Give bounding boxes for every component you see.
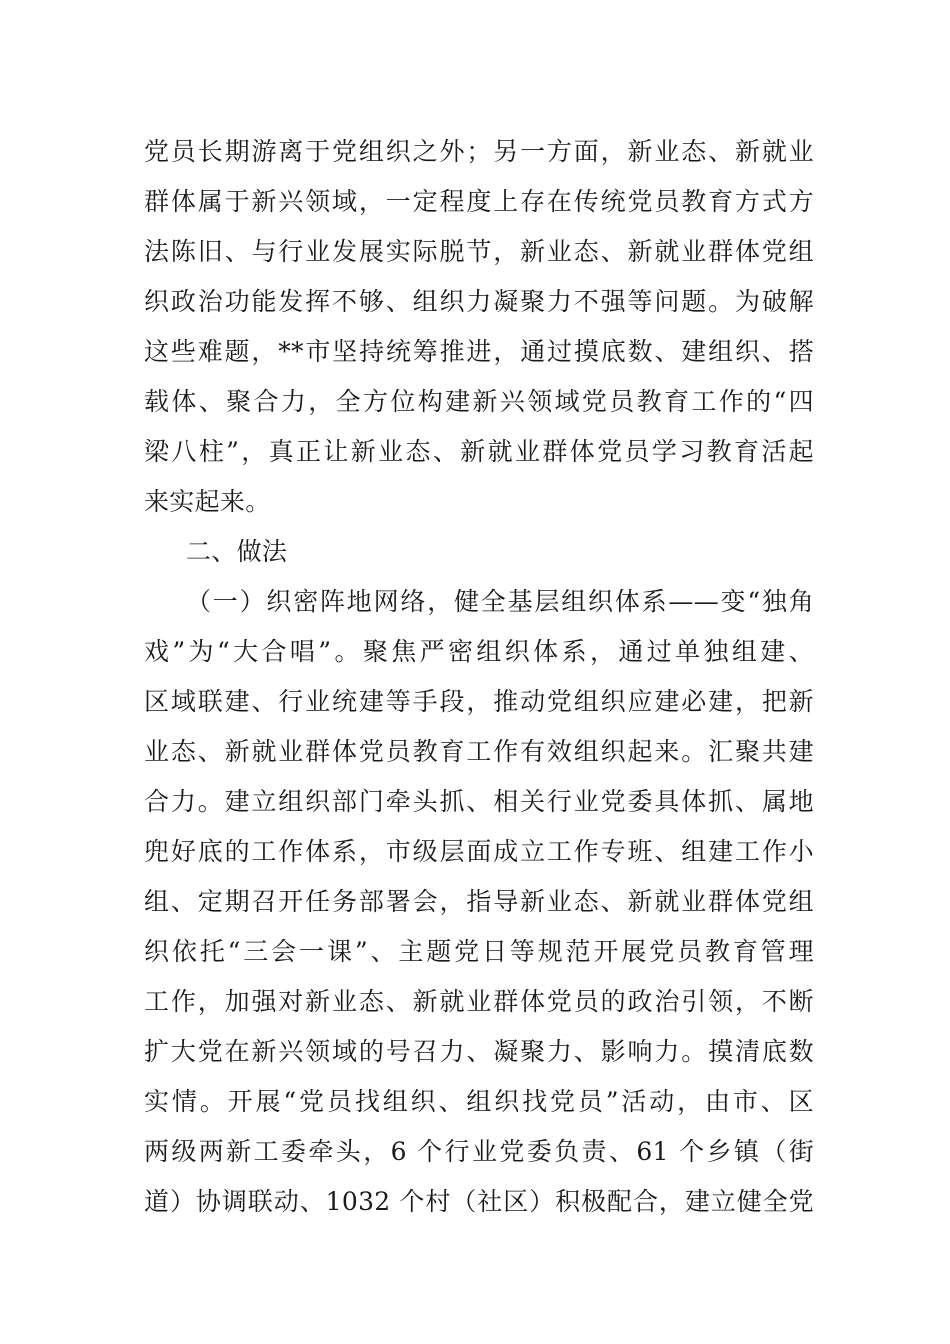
- text-line-7: 梁八柱”，真正让新业态、新就业群体党员学习教育活起: [144, 437, 814, 466]
- text-line-21: 两级两新工委牵头，6 个行业党委负责、61 个乡镇（街: [144, 1137, 814, 1166]
- text-line-3: 法陈旧、与行业发展实际脱节，新业态、新就业群体党组: [144, 237, 814, 266]
- text-line-16: 组、定期召开任务部署会，指导新业态、新就业群体党组: [144, 887, 814, 916]
- text-line-13: 业态、新就业群体党员教育工作有效组织起来。汇聚共建: [144, 737, 814, 766]
- text-line-15: 兜好底的工作体系，市级层面成立工作专班、组建工作小: [144, 837, 814, 866]
- text-line-18: 工作，加强对新业态、新就业群体党员的政治引领，不断: [144, 987, 814, 1016]
- text-line-12: 区域联建、行业统建等手段，推动党组织应建必建，把新: [144, 687, 814, 716]
- text-line-17: 织依托“三会一课”、主题党日等规范开展党员教育管理: [144, 937, 814, 966]
- section-heading: 二、做法: [186, 537, 288, 566]
- text-line-14: 合力。建立组织部门牵头抓、相关行业党委具体抓、属地: [144, 787, 814, 816]
- text-line-10: （一）织密阵地网络，健全基层组织体系——变“独角: [186, 587, 814, 616]
- text-line-5: 这些难题，**市坚持统筹推进，通过摸底数、建组织、搭: [144, 337, 814, 366]
- text-line-20: 实情。开展“党员找组织、组织找党员”活动，由市、区: [144, 1087, 814, 1116]
- text-line-4: 织政治功能发挥不够、组织力凝聚力不强等问题。为破解: [144, 287, 814, 316]
- text-line-22: 道）协调联动、1032 个村（社区）积极配合，建立健全党: [144, 1187, 814, 1216]
- text-line-19: 扩大党在新兴领域的号召力、凝聚力、影响力。摸清底数: [144, 1037, 814, 1066]
- text-line-11: 戏”为“大合唱”。聚焦严密组织体系，通过单独组建、: [144, 637, 814, 666]
- text-line-6: 载体、聚合力，全方位构建新兴领域党员教育工作的“四: [144, 387, 814, 416]
- text-line-8: 来实起来。: [144, 487, 271, 516]
- text-line-1: 党员长期游离于党组织之外；另一方面，新业态、新就业: [144, 137, 814, 166]
- text-line-2: 群体属于新兴领域，一定程度上存在传统党员教育方式方: [144, 187, 814, 216]
